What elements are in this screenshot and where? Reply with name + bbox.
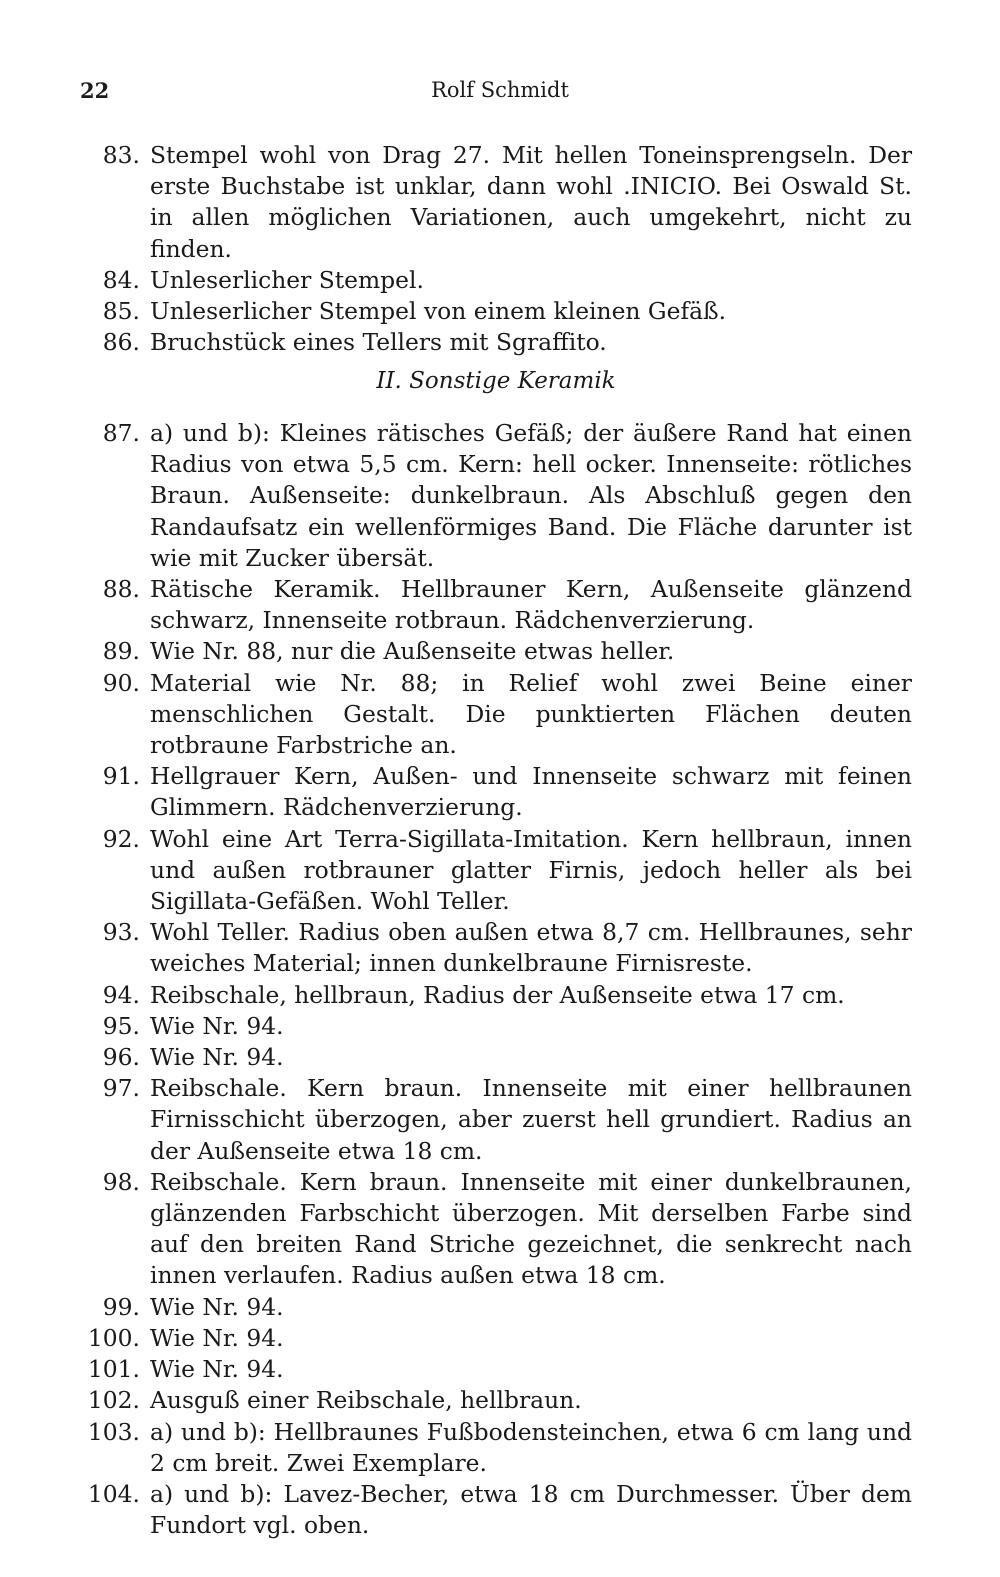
catalog-entries-ceramics — [80, 418, 912, 1541]
catalog-entry — [80, 636, 912, 667]
entry-number: 103. — [87, 1417, 140, 1446]
entry-text: Wie Nr. 94. — [150, 1011, 284, 1040]
entry-text: a) und b): Kleines rätisches Gefäß; der äußere Rand hat einen Radius von etwa 5,5 cm. Kern: hell ocker. Innenseite: rötliches Braun. Außenseite: dunkelbraun. Als Abschluß gegen den Randaufsatz ein wellenförmiges Band. Die Fläche darunter ist wie mit Zucker übersät. — [150, 419, 912, 572]
entry-number: 85. — [102, 297, 140, 326]
entry-number: 83. — [102, 141, 140, 169]
entry-text: Reibschale. Kern braun. Innenseite mit einer dunkelbraunen, glänzenden Farbschicht überzogen. Mit derselben Farbe sind auf den breiten Rand Striche gezeichnet, die senkrecht nach innen verlaufen. Radius außen etwa 18 cm. — [150, 1167, 912, 1290]
entry-text: Reibschale, hellbraun, Radius der Außenseite etwa 17 cm. — [150, 980, 845, 1009]
page-number: 22 — [80, 78, 110, 103]
entry-number: 97. — [102, 1074, 140, 1103]
catalog-entry — [80, 1073, 912, 1167]
catalog-entry — [80, 327, 912, 358]
catalog-entry — [80, 980, 912, 1011]
entry-number: 87. — [102, 419, 140, 447]
entry-number: 92. — [102, 824, 140, 853]
page-header — [80, 78, 920, 112]
entry-number: 91. — [102, 762, 140, 791]
entry-number: 100. — [87, 1323, 140, 1352]
catalog-entry — [80, 668, 912, 762]
catalog-entry — [80, 265, 912, 296]
catalog-entry — [80, 1479, 912, 1541]
entry-number: 104. — [87, 1479, 140, 1508]
catalog-entry — [80, 296, 912, 327]
entry-number: 86. — [102, 328, 140, 357]
catalog-entry — [80, 1354, 912, 1385]
entry-number: 90. — [102, 668, 140, 697]
entry-text: Wie Nr. 94. — [150, 1292, 284, 1321]
entry-text: Hellgrauer Kern, Außen- und Innenseite schwarz mit feinen Glimmern. Rädchenverzierung. — [150, 762, 912, 822]
catalog-entry — [80, 418, 912, 574]
catalog-entry — [80, 1385, 912, 1416]
entry-text: Stempel wohl von Drag 27. Mit hellen Toneinsprengseln. Der erste Buchstabe ist unklar, dann wohl .INICIO. Bei Oswald St. in allen möglichen Variationen, auch umgekehrt, nicht zu finden. — [150, 141, 912, 263]
entry-text: Wohl Teller. Radius oben außen etwa 8,7 cm. Hellbraunes, sehr weiches Material; innen dunkelbraune Firnisreste. — [150, 918, 912, 978]
entry-text: Ausguß einer Reibschale, hellbraun. — [150, 1386, 582, 1415]
entry-number: 88. — [102, 575, 140, 604]
entry-text: Wie Nr. 94. — [150, 1355, 284, 1384]
entry-number: 94. — [102, 980, 140, 1009]
entry-number: 89. — [102, 637, 140, 666]
catalog-entry — [80, 574, 912, 636]
entry-number: 84. — [102, 265, 140, 294]
catalog-entry — [80, 1167, 912, 1292]
entry-text: Material wie Nr. 88; in Relief wohl zwei Beine einer menschlichen Gestalt. Die punktierten Flächen deuten rotbraune Farbstriche an. — [150, 668, 912, 760]
entry-text: Wie Nr. 94. — [150, 1043, 284, 1072]
entry-text: a) und b): Hellbraunes Fußbodensteinchen, etwa 6 cm lang und 2 cm breit. Zwei Exemplare. — [150, 1417, 912, 1477]
entry-text: Unleserlicher Stempel. — [150, 265, 424, 294]
entry-text: Wie Nr. 88, nur die Außenseite etwas heller. — [150, 637, 675, 666]
entry-text: Reibschale. Kern braun. Innenseite mit einer hellbraunen Firnisschicht überzogen, aber zuerst hell grundiert. Radius an der Außenseite etwa 18 cm. — [150, 1074, 912, 1165]
catalog-entry — [80, 140, 912, 265]
entry-number: 95. — [102, 1011, 140, 1040]
catalog-entry — [80, 917, 912, 979]
entry-number: 96. — [102, 1043, 140, 1072]
catalog-entry — [80, 1417, 912, 1479]
entry-text: Bruchstück eines Tellers mit Sgraffito. — [150, 328, 607, 357]
entry-text: a) und b): Lavez-Becher, etwa 18 cm Durchmesser. Über dem Fundort vgl. oben. — [150, 1479, 912, 1540]
entry-number: 101. — [87, 1355, 140, 1384]
catalog-entries-stamps — [80, 140, 912, 358]
catalog-entry — [80, 824, 912, 918]
entry-text: Unleserlicher Stempel von einem kleinen Gefäß. — [150, 297, 727, 326]
section-heading: II. Sonstige Keramik — [376, 368, 616, 394]
entry-number: 99. — [102, 1292, 140, 1321]
entry-text: Wie Nr. 94. — [150, 1323, 284, 1352]
catalog-entry — [80, 1042, 912, 1073]
entry-text: Rätische Keramik. Hellbrauner Kern, Außenseite glänzend schwarz, Innenseite rotbraun. Rädchenverzierung. — [150, 575, 912, 635]
catalog-entry — [80, 761, 912, 823]
entry-text: Wohl eine Art Terra-Sigillata-Imitation. Kern hellbraun, innen und außen rotbrauner glatter Firnis, jedoch heller als bei Sigillata-Gefäßen. Wohl Teller. — [150, 824, 912, 916]
catalog-entry — [80, 1011, 912, 1042]
entry-number: 98. — [102, 1167, 140, 1196]
entry-number: 102. — [87, 1386, 140, 1415]
catalog-entry — [80, 1292, 912, 1323]
catalog-entry — [80, 1323, 912, 1354]
running-head: Rolf Schmidt — [431, 78, 569, 102]
entry-number: 93. — [102, 918, 140, 947]
